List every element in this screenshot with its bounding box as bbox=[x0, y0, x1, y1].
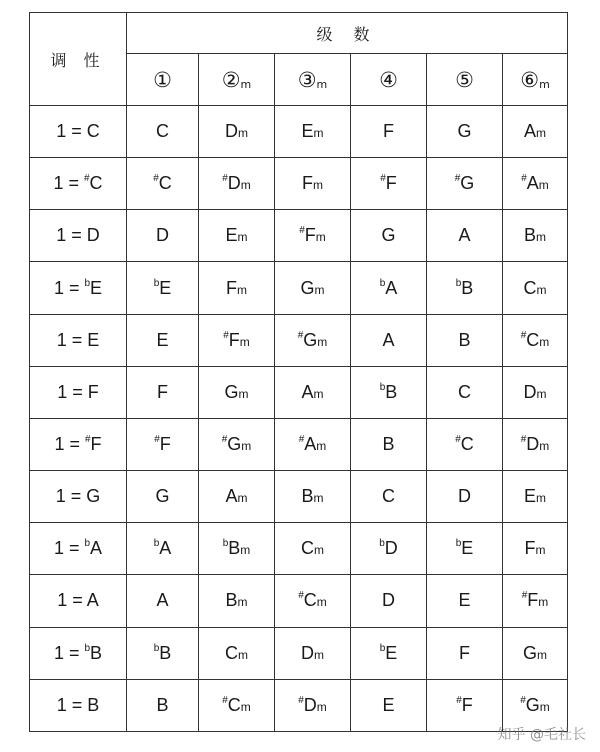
key-cell bbox=[30, 366, 127, 418]
chord-cell bbox=[503, 575, 568, 627]
table-row bbox=[30, 523, 568, 575]
note-letter: B bbox=[156, 694, 169, 715]
flat-sign: b bbox=[153, 538, 160, 550]
chord-cell bbox=[351, 210, 427, 262]
table-row bbox=[30, 158, 568, 210]
note-letter: B bbox=[385, 381, 398, 402]
chord-cell bbox=[351, 575, 427, 627]
note-letter: E bbox=[524, 486, 537, 507]
note-letter: B bbox=[90, 642, 103, 663]
note-letter: F bbox=[385, 173, 397, 194]
note-letter: D bbox=[225, 121, 238, 142]
chord-cell bbox=[127, 471, 199, 523]
note-letter: C bbox=[158, 173, 172, 194]
note-letter: B bbox=[382, 434, 395, 455]
flat-sign: b bbox=[455, 538, 462, 550]
chord-degree-table bbox=[29, 12, 568, 732]
chord-cell bbox=[503, 523, 568, 575]
note-letter: B bbox=[159, 642, 172, 663]
sharp-sign: # bbox=[298, 694, 304, 706]
note-letter: G bbox=[460, 173, 475, 194]
degree-mode: m bbox=[316, 77, 328, 91]
note-letter: G bbox=[224, 381, 239, 402]
chord-cell bbox=[427, 679, 503, 731]
chord-cell bbox=[503, 210, 568, 262]
flat-sign: b bbox=[153, 642, 160, 654]
chord-cell bbox=[503, 262, 568, 314]
key-prefix: 1 = bbox=[56, 121, 87, 142]
key-cell bbox=[30, 210, 127, 262]
note-letter: C bbox=[458, 381, 471, 402]
minor-mode: m bbox=[316, 595, 327, 610]
watermark: 知乎 @毛社长 bbox=[497, 727, 586, 743]
table-row bbox=[30, 210, 568, 262]
chord-cell bbox=[427, 210, 503, 262]
chord-cell bbox=[275, 523, 351, 575]
degree-header-4 bbox=[351, 54, 427, 106]
chord-cell bbox=[199, 575, 275, 627]
chord-cell bbox=[127, 418, 199, 470]
minor-mode: m bbox=[539, 439, 550, 454]
chord-cell bbox=[127, 627, 199, 679]
chord-cell bbox=[275, 575, 351, 627]
chord-cell bbox=[199, 210, 275, 262]
note-letter: A bbox=[301, 381, 314, 402]
key-prefix: 1 = bbox=[56, 694, 88, 715]
sharp-sign: # bbox=[154, 434, 160, 446]
minor-mode: m bbox=[536, 230, 547, 245]
sharp-sign: # bbox=[83, 173, 90, 185]
note-letter: E bbox=[156, 329, 169, 350]
key-cell bbox=[30, 314, 127, 366]
chord-cell bbox=[427, 523, 503, 575]
note-letter: F bbox=[383, 121, 394, 142]
note-letter: B bbox=[524, 225, 537, 246]
key-prefix: 1 = bbox=[55, 486, 87, 507]
note-letter: G bbox=[227, 434, 242, 455]
note-letter: A bbox=[304, 434, 317, 455]
key-prefix: 1 = bbox=[56, 225, 87, 246]
degree-number: ④ bbox=[379, 67, 398, 92]
key-prefix: 1 = bbox=[53, 642, 85, 663]
key-column-header: 调 性 bbox=[30, 13, 127, 106]
sharp-sign: # bbox=[521, 173, 527, 185]
chord-cell bbox=[199, 627, 275, 679]
chord-cell bbox=[427, 627, 503, 679]
note-letter: A bbox=[526, 173, 539, 194]
minor-mode: m bbox=[313, 491, 324, 506]
chord-cell bbox=[127, 523, 199, 575]
minor-mode: m bbox=[237, 595, 248, 610]
chord-cell bbox=[199, 314, 275, 366]
minor-mode: m bbox=[537, 647, 548, 662]
chord-cell bbox=[199, 471, 275, 523]
sharp-sign: # bbox=[520, 329, 527, 341]
note-letter: G bbox=[300, 277, 315, 298]
note-letter: C bbox=[225, 642, 238, 663]
note-letter: G bbox=[303, 329, 318, 350]
note-letter: E bbox=[87, 329, 100, 350]
chord-cell bbox=[427, 366, 503, 418]
table-row bbox=[30, 314, 568, 366]
degree-header-6 bbox=[503, 54, 568, 106]
degree-mode: m bbox=[539, 77, 550, 91]
note-letter: G bbox=[155, 486, 170, 507]
note-letter: E bbox=[90, 277, 103, 298]
sharp-sign: # bbox=[454, 173, 461, 185]
note-letter: D bbox=[86, 225, 100, 246]
note-letter: F bbox=[157, 381, 168, 402]
chord-cell bbox=[427, 418, 503, 470]
minor-mode: m bbox=[238, 386, 249, 401]
minor-mode: m bbox=[313, 126, 324, 141]
minor-mode: m bbox=[316, 439, 327, 454]
note-letter: F bbox=[90, 434, 102, 455]
sharp-sign: # bbox=[223, 329, 229, 341]
chord-cell bbox=[199, 106, 275, 158]
note-letter: A bbox=[382, 329, 395, 350]
chord-cell bbox=[127, 314, 199, 366]
chord-cell bbox=[351, 523, 427, 575]
chord-cell bbox=[275, 262, 351, 314]
minor-mode: m bbox=[240, 543, 251, 558]
chord-cell bbox=[351, 418, 427, 470]
degree-number: ⑥ bbox=[520, 67, 540, 92]
note-letter: B bbox=[458, 329, 471, 350]
chord-cell bbox=[351, 679, 427, 731]
sharp-sign: # bbox=[222, 694, 228, 706]
key-cell bbox=[30, 679, 127, 731]
chord-cell bbox=[199, 158, 275, 210]
note-letter: D bbox=[156, 225, 169, 246]
minor-mode: m bbox=[535, 543, 546, 558]
sharp-sign: # bbox=[298, 434, 305, 446]
degree-header-1 bbox=[127, 54, 199, 106]
note-letter: D bbox=[301, 642, 314, 663]
flat-sign: b bbox=[84, 642, 91, 654]
note-letter: G bbox=[457, 121, 472, 142]
note-letter: B bbox=[87, 694, 100, 715]
note-letter: C bbox=[526, 329, 540, 350]
flat-sign: b bbox=[379, 642, 386, 654]
key-cell bbox=[30, 158, 127, 210]
note-letter: D bbox=[523, 381, 537, 402]
flat-sign: b bbox=[84, 538, 91, 550]
note-letter: A bbox=[159, 538, 172, 559]
note-letter: F bbox=[87, 381, 99, 402]
sharp-sign: # bbox=[222, 173, 228, 185]
note-letter: A bbox=[225, 486, 238, 507]
chord-cell bbox=[127, 575, 199, 627]
minor-mode: m bbox=[238, 126, 248, 141]
chord-cell bbox=[275, 471, 351, 523]
degree-header-3 bbox=[275, 54, 351, 106]
note-letter: B bbox=[228, 538, 241, 559]
table-body bbox=[30, 106, 568, 732]
note-letter: A bbox=[90, 538, 103, 559]
note-letter: C bbox=[89, 173, 103, 194]
note-letter: C bbox=[382, 486, 395, 507]
chord-cell bbox=[275, 106, 351, 158]
chord-cell bbox=[427, 575, 503, 627]
flat-sign: b bbox=[222, 538, 229, 550]
minor-mode: m bbox=[536, 282, 547, 297]
note-letter: D bbox=[382, 590, 395, 611]
chord-cell bbox=[275, 418, 351, 470]
chord-cell bbox=[275, 210, 351, 262]
note-letter: F bbox=[304, 225, 316, 246]
degree-number: ① bbox=[153, 67, 172, 92]
note-letter: C bbox=[86, 121, 100, 142]
flat-sign: b bbox=[379, 381, 386, 393]
table-row bbox=[30, 679, 568, 731]
sharp-sign: # bbox=[456, 694, 462, 706]
note-letter: D bbox=[458, 486, 471, 507]
minor-mode: m bbox=[317, 334, 328, 349]
chord-cell bbox=[275, 627, 351, 679]
sharp-sign: # bbox=[380, 173, 386, 185]
note-letter: C bbox=[460, 434, 474, 455]
note-letter: E bbox=[385, 642, 398, 663]
degree-number: ② bbox=[221, 67, 241, 92]
note-letter: F bbox=[228, 329, 240, 350]
chord-cell bbox=[127, 158, 199, 210]
table-row bbox=[30, 418, 568, 470]
note-letter: E bbox=[458, 590, 471, 611]
sharp-sign: # bbox=[298, 590, 304, 602]
table-row bbox=[30, 627, 568, 679]
note-letter: G bbox=[525, 694, 540, 715]
note-letter: E bbox=[159, 277, 172, 298]
key-prefix: 1 = bbox=[53, 173, 84, 194]
minor-mode: m bbox=[239, 334, 250, 349]
note-letter: C bbox=[303, 590, 317, 611]
chord-cell bbox=[351, 627, 427, 679]
note-letter: A bbox=[156, 590, 169, 611]
chord-cell bbox=[275, 679, 351, 731]
note-letter: C bbox=[523, 277, 537, 298]
minor-mode: m bbox=[237, 282, 247, 297]
key-prefix: 1 = bbox=[57, 381, 88, 402]
chord-cell bbox=[127, 262, 199, 314]
chord-cell bbox=[127, 106, 199, 158]
key-cell bbox=[30, 418, 127, 470]
minor-mode: m bbox=[240, 178, 251, 193]
flat-sign: b bbox=[379, 538, 385, 550]
minor-mode: m bbox=[240, 699, 251, 714]
degree-header-5 bbox=[427, 54, 503, 106]
minor-mode: m bbox=[536, 126, 547, 141]
note-letter: A bbox=[86, 590, 99, 611]
note-letter: E bbox=[225, 225, 238, 246]
note-letter: B bbox=[301, 486, 314, 507]
degree-number: ③ bbox=[297, 67, 317, 92]
minor-mode: m bbox=[536, 491, 547, 506]
flat-sign: b bbox=[84, 277, 91, 289]
chord-cell bbox=[503, 314, 568, 366]
table-row bbox=[30, 471, 568, 523]
note-letter: E bbox=[461, 538, 474, 559]
flat-sign: b bbox=[379, 277, 386, 289]
chord-cell bbox=[427, 471, 503, 523]
minor-mode: m bbox=[314, 647, 324, 662]
note-letter: E bbox=[382, 694, 395, 715]
chord-cell bbox=[503, 366, 568, 418]
note-letter: F bbox=[159, 434, 171, 455]
sharp-sign: # bbox=[521, 590, 528, 602]
flat-sign: b bbox=[153, 277, 160, 289]
note-letter: E bbox=[301, 121, 314, 142]
sharp-sign: # bbox=[520, 434, 527, 446]
table-row bbox=[30, 575, 568, 627]
sharp-sign: # bbox=[455, 434, 461, 446]
chord-cell bbox=[199, 418, 275, 470]
key-cell bbox=[30, 523, 127, 575]
note-letter: F bbox=[527, 590, 539, 611]
chord-cell bbox=[199, 366, 275, 418]
note-letter: F bbox=[459, 642, 470, 663]
minor-mode: m bbox=[314, 282, 325, 297]
minor-mode: m bbox=[237, 230, 248, 245]
minor-mode: m bbox=[238, 647, 248, 662]
key-cell bbox=[30, 106, 127, 158]
chord-cell bbox=[351, 471, 427, 523]
chord-cell bbox=[503, 418, 568, 470]
minor-mode: m bbox=[538, 178, 549, 193]
key-prefix: 1 = bbox=[53, 277, 85, 298]
note-letter: D bbox=[384, 538, 398, 559]
table-row bbox=[30, 366, 568, 418]
sharp-sign: # bbox=[520, 694, 526, 706]
note-letter: C bbox=[156, 121, 169, 142]
chord-cell bbox=[503, 627, 568, 679]
degree-number: ⑤ bbox=[455, 67, 474, 92]
sharp-sign: # bbox=[153, 173, 159, 185]
table-row bbox=[30, 262, 568, 314]
minor-mode: m bbox=[539, 699, 550, 714]
key-prefix: 1 = bbox=[57, 590, 87, 611]
sharp-sign: # bbox=[297, 329, 304, 341]
table-row bbox=[30, 106, 568, 158]
minor-mode: m bbox=[313, 178, 323, 193]
minor-mode: m bbox=[313, 386, 324, 401]
note-letter: F bbox=[226, 277, 237, 298]
degree-group-header: 级 数 bbox=[127, 13, 568, 54]
minor-mode: m bbox=[538, 595, 549, 610]
flat-sign: b bbox=[455, 277, 462, 289]
minor-mode: m bbox=[241, 439, 252, 454]
sharp-sign: # bbox=[221, 434, 228, 446]
chord-cell bbox=[351, 314, 427, 366]
note-letter: D bbox=[303, 694, 317, 715]
key-prefix: 1 = bbox=[56, 329, 88, 350]
minor-mode: m bbox=[315, 230, 326, 245]
chord-cell bbox=[351, 106, 427, 158]
minor-mode: m bbox=[314, 543, 324, 558]
key-cell bbox=[30, 627, 127, 679]
minor-mode: m bbox=[316, 699, 327, 714]
chord-cell bbox=[351, 262, 427, 314]
chord-cell bbox=[351, 158, 427, 210]
chord-cell bbox=[127, 210, 199, 262]
note-letter: F bbox=[461, 694, 473, 715]
key-cell bbox=[30, 471, 127, 523]
note-letter: F bbox=[524, 538, 536, 559]
note-letter: C bbox=[227, 694, 241, 715]
chord-cell bbox=[275, 314, 351, 366]
chord-cell bbox=[427, 106, 503, 158]
chord-cell bbox=[275, 158, 351, 210]
note-letter: D bbox=[227, 173, 241, 194]
degree-header-2 bbox=[199, 54, 275, 106]
note-letter: C bbox=[301, 538, 314, 559]
key-cell bbox=[30, 575, 127, 627]
key-prefix: 1 = bbox=[54, 434, 85, 455]
note-letter: D bbox=[526, 434, 540, 455]
note-letter: B bbox=[225, 590, 238, 611]
note-letter: F bbox=[302, 173, 313, 194]
chord-cell bbox=[427, 314, 503, 366]
chord-cell bbox=[503, 471, 568, 523]
chord-cell bbox=[199, 679, 275, 731]
chord-cell bbox=[127, 679, 199, 731]
chord-cell bbox=[503, 158, 568, 210]
minor-mode: m bbox=[536, 386, 547, 401]
chord-cell bbox=[427, 158, 503, 210]
note-letter: A bbox=[385, 277, 398, 298]
minor-mode: m bbox=[539, 334, 550, 349]
note-letter: A bbox=[524, 121, 537, 142]
key-prefix: 1 = bbox=[53, 538, 85, 559]
chord-cell bbox=[351, 366, 427, 418]
chord-cell bbox=[503, 106, 568, 158]
note-letter: G bbox=[86, 486, 101, 507]
chord-cell bbox=[427, 262, 503, 314]
key-cell bbox=[30, 262, 127, 314]
note-letter: A bbox=[458, 225, 471, 246]
chord-cell bbox=[199, 523, 275, 575]
chord-cell bbox=[275, 366, 351, 418]
note-letter: G bbox=[381, 225, 396, 246]
note-letter: B bbox=[461, 277, 474, 298]
chord-cell bbox=[127, 366, 199, 418]
chord-cell bbox=[199, 262, 275, 314]
sharp-sign: # bbox=[299, 225, 305, 237]
sharp-sign: # bbox=[84, 434, 91, 446]
note-letter: G bbox=[523, 642, 538, 663]
minor-mode: m bbox=[237, 491, 248, 506]
degree-mode: m bbox=[240, 77, 252, 91]
